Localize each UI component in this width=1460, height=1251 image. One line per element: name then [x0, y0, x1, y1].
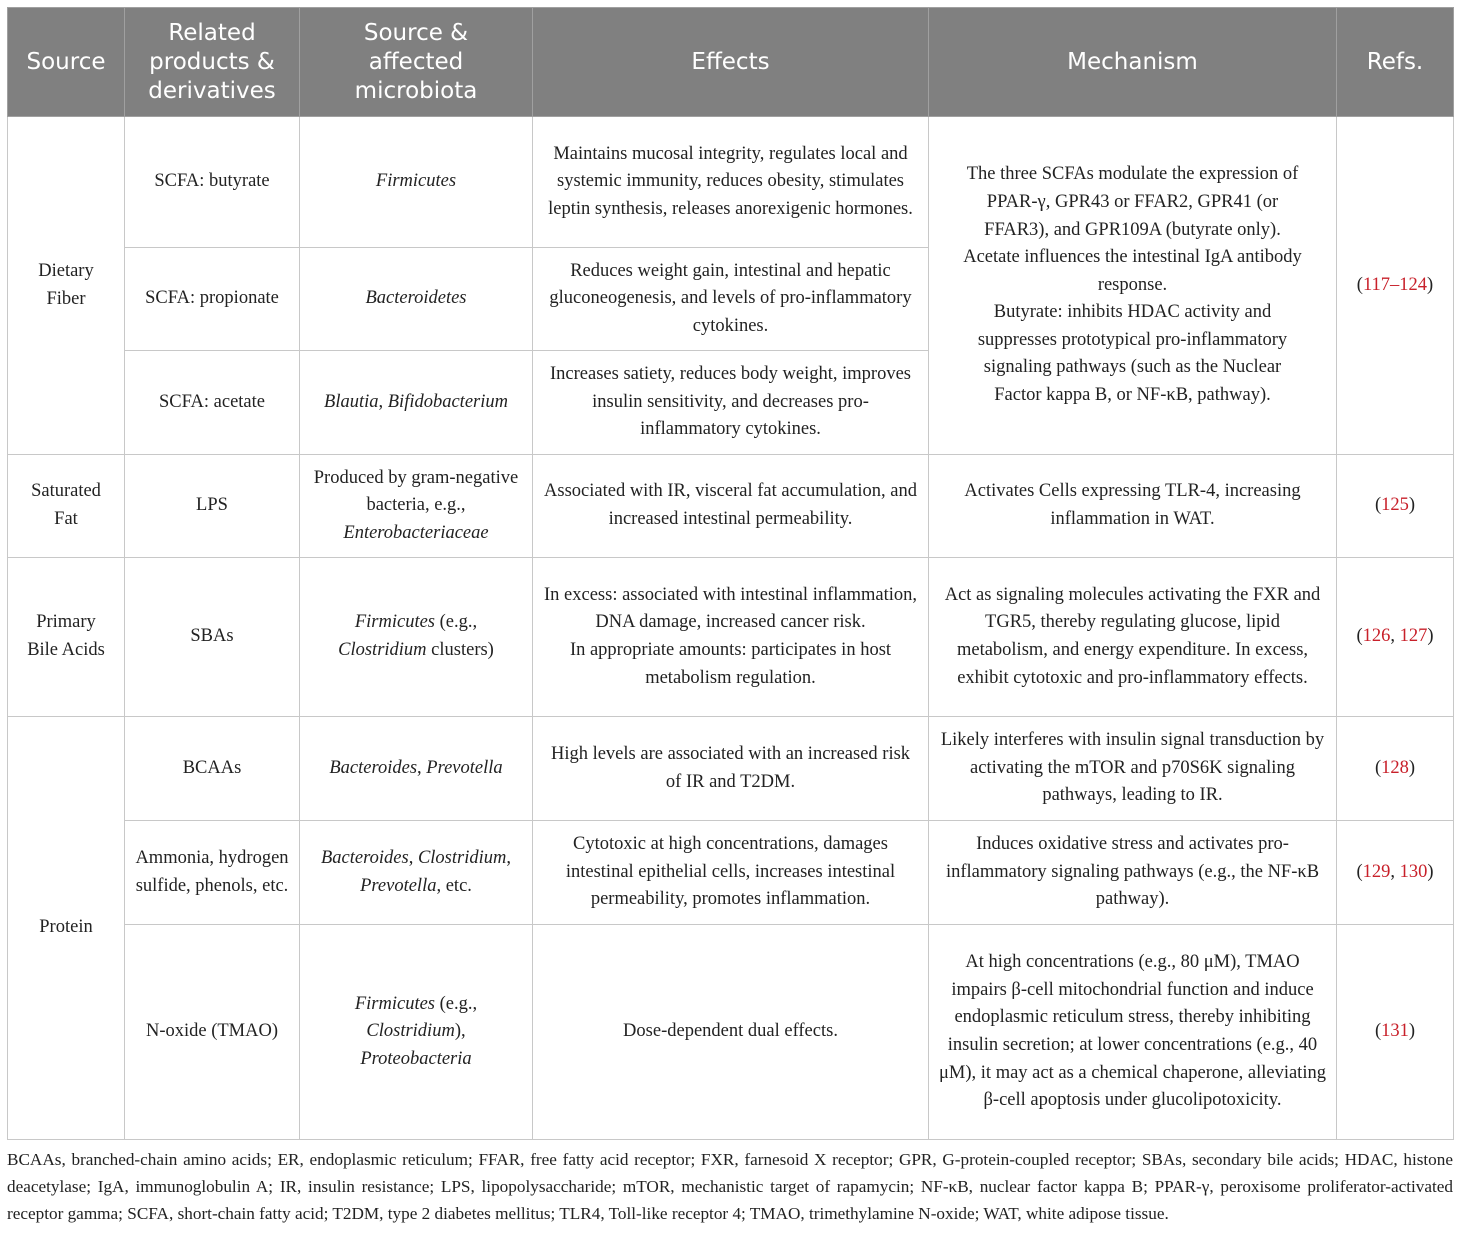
reference-link[interactable]: 126	[1362, 626, 1391, 647]
microbiota-text: Produced by gram-negative bacteria, e.g.,	[313, 467, 519, 516]
ref-separator: ,	[1390, 626, 1400, 647]
cell-microbiota	[300, 248, 533, 351]
effects-text: Maintains mucosal integrity, regulates local and systemic immunity, reduces obesity, stimulates leptin synthesis, releases anorexigenic hormones.	[548, 143, 913, 219]
cell-microbiota	[300, 558, 533, 717]
cell-effects	[533, 455, 929, 558]
ref-paren-close: )	[1427, 274, 1434, 295]
effects-text: Associated with IR, visceral fat accumulation, and increased intestinal permeability.	[544, 481, 917, 529]
cell-effects	[533, 717, 929, 821]
cell-effects	[533, 925, 929, 1140]
taxon-name: Proteobacteria	[360, 1048, 472, 1069]
mechanism-line: response.	[1097, 274, 1168, 295]
mechanism-text: Activates Cells expressing TLR-4, increasing inflammation in WAT.	[964, 481, 1301, 529]
header-row	[8, 8, 1454, 117]
cell-source	[8, 717, 125, 1140]
effects-text: Dose-dependent dual effects.	[623, 1021, 838, 1042]
mechanism-line: Acetate influences the intestinal IgA antibody	[963, 247, 1302, 268]
mechanism-line: Factor kappa B, or NF-κB, pathway).	[994, 385, 1271, 406]
reference-link[interactable]: 125	[1381, 495, 1409, 516]
ref-paren-open: (	[1356, 274, 1363, 295]
cell-mechanism	[929, 925, 1337, 1140]
header-mechanism: Mechanism	[929, 8, 1337, 117]
table-footnote: BCAAs, branched-chain amino acids; ER, endoplasmic reticulum; FFAR, free fatty acid receptor; FXR, farnesoid X receptor; GPR, G-protein-coupled receptor; SBAs, secondary bile acids; HDAC, histone deacetylase; IgA, immunoglobulin A; IR, insulin resistance; LPS, lipopolysaccharide; mTOR, mechanistic target of rapamycin; NF-κB, nuclear factor kappa B; PPAR-γ, peroxisome proliferator-activated receptor gamma; SCFA, short-chain fatty acid; T2DM, type 2 diabetes mellitus; TLR4, Toll-like receptor 4; TMAO, trimethylamine N-oxide; WAT, white adipose tissue.	[7, 1150, 1453, 1223]
effects-text: Reduces weight gain, intestinal and hepatic gluconeogenesis, and levels of pro-inflammatory cytokines.	[549, 260, 912, 336]
cell-product	[125, 821, 300, 925]
mechanism-text: Act as signaling molecules activating the FXR and TGR5, thereby regulating glucose, lipid metabolism, and energy expenditure. In excess, exhibit cytotoxic and pro-inflammatory effects.	[944, 584, 1321, 688]
microbiota-text: ,	[417, 757, 427, 778]
taxon-name: Prevotella	[426, 757, 503, 778]
reference-link[interactable]: 127	[1399, 626, 1428, 647]
product-text: N-oxide (TMAO)	[145, 1021, 279, 1042]
cell-mechanism	[929, 117, 1337, 455]
mechanism-line: signaling pathways (such as the Nuclear	[983, 357, 1282, 378]
microbiota-text: ,	[506, 847, 511, 868]
product-text: BCAAs	[182, 757, 242, 778]
microbiota-text: (e.g.,	[435, 993, 478, 1014]
cell-effects	[533, 248, 929, 351]
effects-text: Increases satiety, reduces body weight, improves insulin sensitivity, and decreases pro-inflammatory cytokines.	[550, 364, 911, 440]
microbiota-text: (e.g.,	[435, 612, 478, 633]
cell-microbiota	[300, 117, 533, 248]
product-text: SBAs	[190, 626, 234, 647]
mechanism-line: Butyrate: inhibits HDAC activity and	[993, 302, 1272, 323]
ref-paren-open: (	[1374, 495, 1382, 516]
cell-source	[8, 558, 125, 717]
product-text: Ammonia, hydrogen sulfide, phenols, etc.	[135, 847, 289, 896]
microbiota-text: clusters)	[426, 640, 494, 660]
cell-effects	[533, 558, 929, 717]
header-source: Source	[8, 8, 125, 117]
mechanism-line: The three SCFAs modulate the expression of	[966, 164, 1299, 185]
taxon-name: Bacteroides	[329, 757, 418, 778]
taxon-name: Enterobacteriaceae	[343, 522, 489, 543]
taxon-name: Clostridium	[338, 640, 427, 660]
product-text: SCFA: acetate	[158, 391, 265, 412]
effects-text: High levels are associated with an increased risk of IR and T2DM.	[550, 743, 911, 792]
mechanism-text: At high concentrations (e.g., 80 μM), TMAO impairs β-cell mitochondrial function and induce endoplasmic reticulum stress, thereby inhibiting insulin secretion; at lower concentrations (e.g., 40 μM), it may act as a chemical chaperone, alleviating β-cell apoptosis under glucolipotoxicity.	[939, 952, 1326, 1111]
taxon-name: Firmicutes	[375, 171, 457, 192]
mechanism-line: PPAR-γ, GPR43 or FFAR2, GPR41 (or	[986, 191, 1279, 212]
cell-product	[125, 455, 300, 558]
cell-source	[8, 117, 125, 455]
ref-paren-open: (	[1356, 861, 1363, 882]
reference-link[interactable]: 131	[1381, 1021, 1409, 1042]
ref-paren-open: (	[1374, 757, 1382, 778]
cell-microbiota	[300, 925, 533, 1140]
microbiota-text: ,	[408, 847, 418, 868]
header-products: Related products & derivatives	[125, 8, 300, 117]
source-text: Dietary Fiber	[38, 260, 94, 309]
cell-mechanism	[929, 455, 1337, 558]
reference-link[interactable]: 130	[1399, 861, 1428, 882]
product-text: SCFA: butyrate	[154, 171, 270, 192]
table-row	[8, 455, 1454, 558]
data-table	[7, 7, 1454, 1140]
cell-microbiota	[300, 717, 533, 821]
ref-paren-close: )	[1408, 757, 1416, 778]
source-text: Primary Bile Acids	[27, 612, 105, 660]
cell-mechanism	[929, 558, 1337, 717]
effects-line: In appropriate amounts: participates in host metabolism regulation.	[569, 640, 892, 688]
cell-product	[125, 351, 300, 455]
taxon-name: Bifidobacterium	[387, 391, 508, 412]
taxon-name: Prevotella	[360, 875, 437, 896]
cell-microbiota	[300, 821, 533, 925]
ref-paren-close: )	[1408, 1021, 1416, 1042]
ref-paren-close: )	[1427, 626, 1434, 647]
source-text: Saturated Fat	[31, 481, 101, 529]
ref-paren-close: )	[1427, 861, 1434, 882]
effects-line: In excess: associated with intestinal inflammation, DNA damage, increased cancer risk.	[544, 584, 917, 633]
cell-product	[125, 558, 300, 717]
taxon-name: Blautia	[324, 391, 379, 412]
cell-microbiota	[300, 455, 533, 558]
table-row	[8, 717, 1454, 821]
cell-refs	[1337, 717, 1454, 821]
taxon-name: Firmicutes	[354, 612, 436, 633]
microbiota-text: , etc.	[436, 875, 472, 896]
cell-mechanism	[929, 821, 1337, 925]
table-body	[8, 117, 1454, 1140]
header-microbiota: Source & affected microbiota	[300, 8, 533, 117]
reference-link[interactable]: 129	[1362, 861, 1391, 882]
reference-link[interactable]: 117–124	[1362, 274, 1428, 295]
cell-effects	[533, 821, 929, 925]
effects-text: Cytotoxic at high concentrations, damages intestinal epithelial cells, increases intestinal permeability, promotes inflammation.	[565, 834, 896, 910]
taxon-name: Bacteroidetes	[365, 288, 467, 309]
taxon-name: Bacteroides	[321, 847, 409, 868]
reference-link[interactable]: 128	[1381, 757, 1409, 778]
cell-effects	[533, 351, 929, 455]
table-row	[8, 117, 1454, 248]
cell-product	[125, 248, 300, 351]
ref-separator: ,	[1390, 861, 1400, 882]
taxon-name: Clostridium	[417, 847, 507, 868]
table-row	[8, 925, 1454, 1140]
ref-paren-close: )	[1408, 495, 1416, 516]
cell-microbiota	[300, 351, 533, 455]
cell-refs	[1337, 455, 1454, 558]
mechanism-text: Likely interferes with insulin signal transduction by activating the mTOR and p70S6K signaling pathways, leading to IR.	[940, 730, 1325, 806]
mechanism-text: Induces oxidative stress and activates pro-inflammatory signaling pathways (e.g., the NF-κB pathway).	[945, 834, 1320, 910]
cell-effects	[533, 117, 929, 248]
cell-mechanism	[929, 717, 1337, 821]
microbiota-text: ,	[378, 391, 388, 412]
header-effects: Effects	[533, 8, 929, 117]
cell-source	[8, 455, 125, 558]
cell-refs	[1337, 558, 1454, 717]
cell-refs	[1337, 117, 1454, 455]
cell-product	[125, 717, 300, 821]
table-row	[8, 558, 1454, 717]
cell-product	[125, 925, 300, 1140]
taxon-name: Firmicutes	[354, 993, 436, 1014]
product-text: LPS	[196, 495, 228, 516]
mechanism-line: suppresses prototypical pro-inflammatory	[977, 329, 1288, 350]
cell-refs	[1337, 925, 1454, 1140]
taxon-name: Clostridium	[366, 1021, 455, 1042]
product-text: SCFA: propionate	[145, 288, 279, 309]
source-text: Protein	[39, 917, 93, 938]
table-row	[8, 821, 1454, 925]
ref-paren-open: (	[1356, 626, 1363, 647]
cell-refs	[1337, 821, 1454, 925]
microbiota-text: ),	[454, 1021, 466, 1042]
ref-paren-open: (	[1374, 1021, 1382, 1042]
mechanism-line: FFAR3), and GPR109A (butyrate only).	[984, 219, 1281, 240]
header-refs: Refs.	[1337, 8, 1454, 117]
cell-product	[125, 117, 300, 248]
